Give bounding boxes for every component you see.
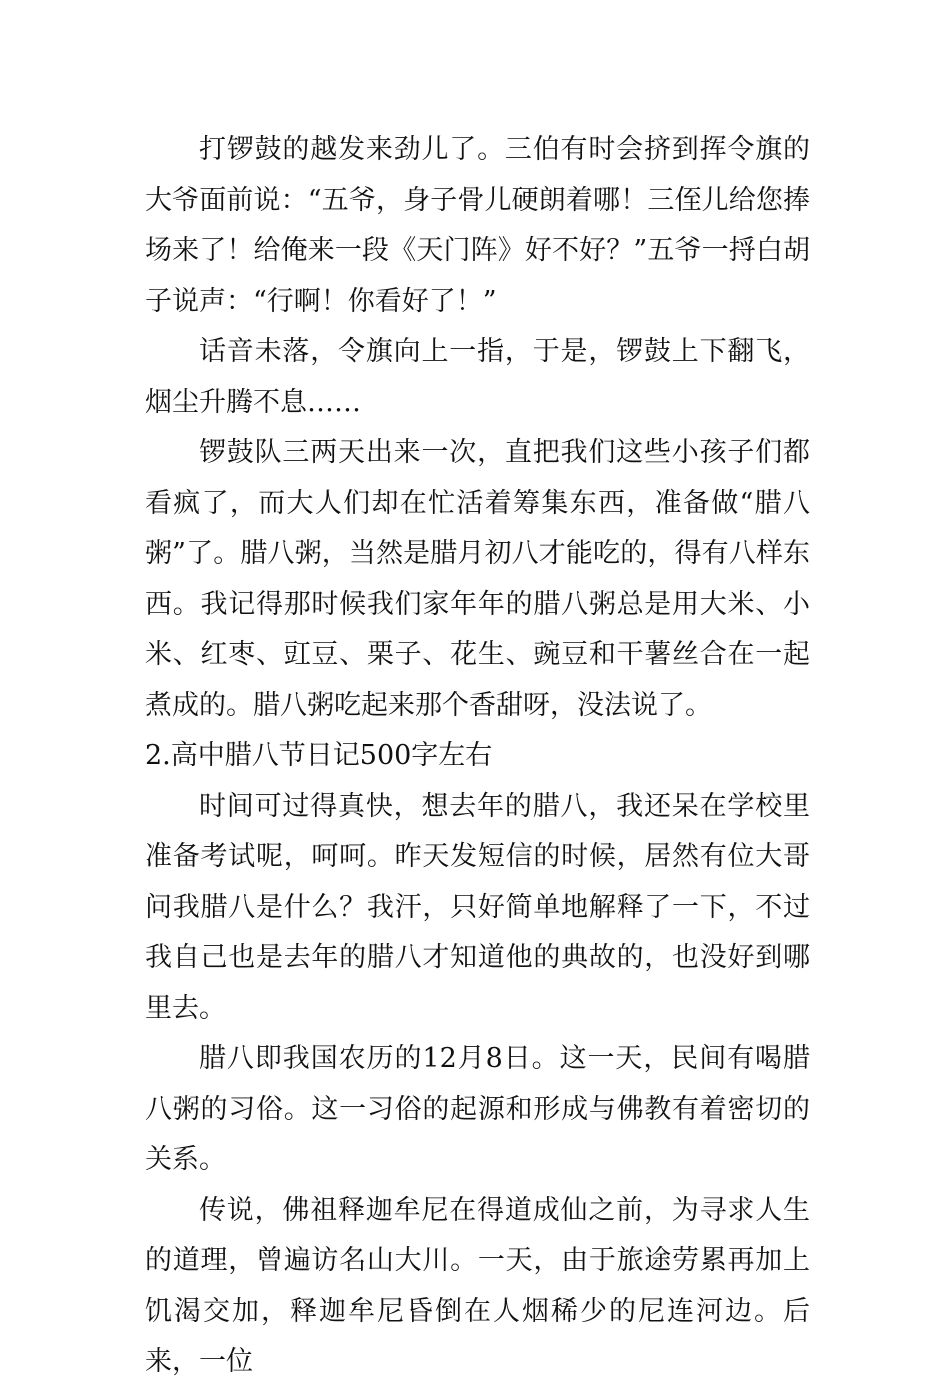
paragraph: 话音未落，令旗向上一指，于是，锣鼓上下翻飞，烟尘升腾不息…… [145,336,810,418]
paragraph: 腊八即我国农历的12月8日。这一天，民间有喝腊八粥的习俗。这一习俗的起源和形成与佛教有着密切的关系。 [145,1043,810,1175]
document-body [145,125,810,1388]
paragraph: 打锣鼓的越发来劲儿了。三伯有时会挤到挥令旗的大爷面前说：“五爷，身子骨儿硬朗着哪！三侄儿给您捧场来了！给俺来一段《天门阵》好不好？”五爷一捋白胡子说声：“行啊！你看好了！” [145,134,810,317]
paragraph: 时间可过得真快，想去年的腊八，我还呆在学校里准备考试呢，呵呵。昨天发短信的时候，居然有位大哥问我腊八是什么？我汗，只好简单地解释了一下，不过我自己也是去年的腊八才知道他的典故的，也没好到哪里去。 [145,790,810,1024]
section-heading: 2.高中腊八节日记500字左右 [145,740,493,771]
paragraph: 传说，佛祖释迦牟尼在得道成仙之前，为寻求人生的道理，曾遍访名山大川。一天，由于旅途劳累再加上饥渴交加，释迦牟尼昏倒在人烟稀少的尼连河边。后来，一位 [145,1194,810,1377]
paragraph: 锣鼓队三两天出来一次，直把我们这些小孩子们都看疯了，而大人们却在忙活着筹集东西，准备做“腊八粥”了。腊八粥，当然是腊月初八才能吃的，得有八样东西。我记得那时候我们家年年的腊八粥总是用大米、小米、红枣、豇豆、栗子、花生、豌豆和干薯丝合在一起煮成的。腊八粥吃起来那个香甜呀，没法说了。 [145,437,810,721]
